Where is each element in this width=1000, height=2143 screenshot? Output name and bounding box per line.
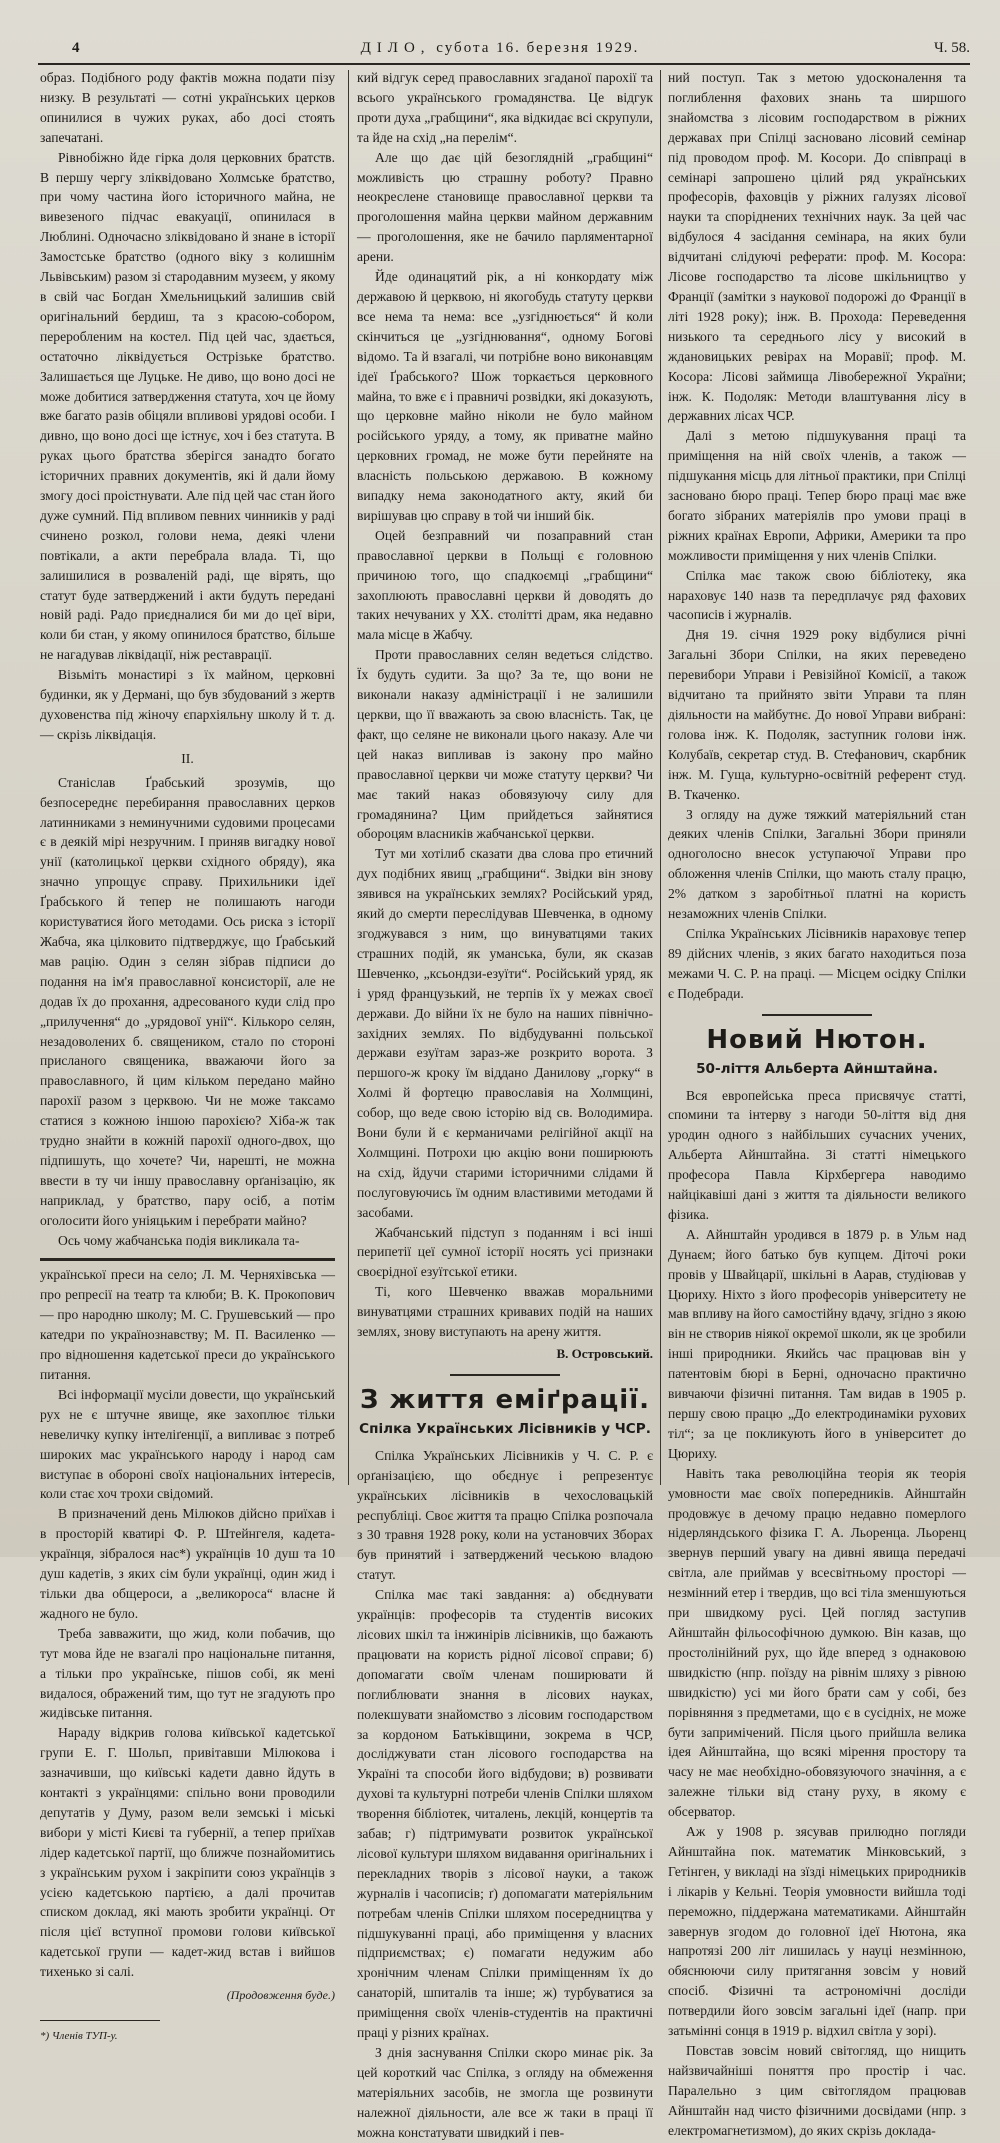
article-separator [762, 1014, 872, 1016]
paragraph: ний поступ. Так з метою удосконалення та поглиблення фахових знань та ширшого знайомства з лісовим господарством в ріжних державах при Спілці засновано лісовий семінар під проводом проф. М. Косори. До співпраці в семінарі запрошено цілий ряд українських професорів, фаховців у ріжних галузях лісової науки та споріднених технічних наук. За цей час відбулося 4 засідання семінара, на яких були відчитані слідуючі реферати: проф. М. Косора: Лісове господарство та лісове шкільництво у Франції (замітки з наукової подорожі до Франції в літі 1928 року); інж. В. Прохода: Переведення низького та середнього лісу у високий в ждановицьких ревірах на Моравії; проф. М. Косора: Лісові займища Лівобережної України; інж. К. Подоляк: Методи влаштування лісу в державних лісах ЧСР. [668, 70, 966, 424]
newton-subheadline: 50-ліття Альберта Айнштайна. [696, 1060, 938, 1077]
paragraph: З днія заснування Спілки скоро минає рік. За цей короткий час Спілка, з огляду на обмеження матеріяльних засобів, не змогла ще розвинути належної діяльности, але все ж таки в праці її можна констатувати швидкий і пев- [357, 2045, 653, 2140]
section-number: II. [181, 750, 194, 766]
paragraph: Повстав зовсім новий світогляд, що нищить найзвичайніші поняття про простір і час. Паралельно з цим світоглядом працював Айнштайн над чисто фізичними досвідами (нпр. з електромагнетизмом), до яких скрізь доклада- [668, 2043, 966, 2138]
paragraph: Ось чому жабчанська подія викликала та- [58, 1232, 300, 1248]
masthead-line [30, 40, 970, 57]
paragraph: А. Айнштайн уродився в 1879 р. в Ульм над Дунаєм; його батько був купцем. Діточі роки провів у Швайцарії, шкільні в Аарав, студіював у Цюриху. Ніхто з його професорів університету не мав впливу на його самостійну вдачу, згідно з якою він не створив ніякої окремої школи, як це зробили інші природники. Якийсь час працював він у патентовім бюрі в Берні, одночасно практично вивчаючи фізичні питання. Там видав в 1905 р. першу свою працю „До електродинаміки рухових тіл“; за це покликують його в університет до Цюриху. [668, 1226, 966, 1461]
paragraph: Рівнобіжно йде гірка доля церковних братств. В першу чергу зліквідовано Холмське братство, при чому частина його історичного майна, не вивезеного підчас евакуації, опинилася в Люблині. Одночасно зліквідовано й знане в історії Замостське братство (одного віку з колишнім Львівським) разом зі стародавним музеєм, у якому в свій час Богдан Хмельницький залишив свій оригінальний бердиш, та з красою-собором, переробленим на костел. Під цей час, здається, остаточно ліквідується Острізьке братство. Залишається ще Луцьке. Не диво, що воно досі не може добитися затвердження статута, хоч це йому вже багато разів обіцяли впливові урядові особи. І дивно, що воно досі ще істнує, хоч і без статута. В руках цього братства зберігся занадто богато історичних правних документів, які й дали йому змогу досі проістнувати. Але під цей час стан його дуже сумний. Під впливом певних чинників у раді счинено розкол, голови нема, деякі члени повтікали, а акти перебрала влада. Ті, що залишилися в розваленій раді, ще вірять, що статут буде затверджений і акти будуть передані новій раді. Радо приєдналися би ми до цеї віри, коли би стан, у якому опинилося братство, більше не нагадував ліквідації, ніж реставрації. [40, 149, 335, 663]
paragraph: Навіть така революційна теорія як теорія умовности має своїх попередників. Айнштайн продовжує в дечому працю недавно померлого нідерляндського фізика Г. А. Льоренца. Льоренц звернув перший увагу на дивні явища передачі світла, але приймав у всесвітньому просторі — незмінний етер і твердив, що всі тіла зменшуються при швидкому русі. Цей погляд заступив Айнштайн фільософічною думкою. Він казав, що простолінійний рух, що йде вперед з однаковою швидкістю (нпр. поїзду на рівнім шляху з рівною швидкістю) усі ми його брати сам у собі, без порівняння з предметами, що є в сусідніх, не може бути запримічений. Після цього прийшла велика ідея Айнштайна, що всякі мірення простору та часу не має необхідно-обовязуючого значіння, а є залежне тільки від стану руху, в якому є обсерватор. [668, 1465, 966, 1820]
paragraph: Станіслав Ґрабський зрозумів, що безпосереднє перебирання православних церков латинниками з неминучними судовими процесами є в деякій мірі незручним. І приняв вигадку нової унії (католицької церкви східного обряду), яка значно упрощує справу. Прихильники ідеї Ґрабського й тепер не полишають нагоди користуватися його методами. Ось риска з історії Жабча, яка цілковито підтверджує, що Ґрабський мав рацію. Один з селян зібрав підписи до подання на ім'я православної консисторії, але не додав їх до прохання, адресованого куди слід про „прилучення“ до „урядової унії“. Кількоро селян, незадоволених б. священиком, стало по стороні присланого священика, вважаючи його за православного, й цим кільком передано майно парохії разом з церквою. Чи не може таксамо статися з кожною іншою парохією? Хіба-ж так трудно знайти в кожній парохії одного-двох, що підпишуть, що хочете? Чи, нарешті, не можна ввести в ту чи іншу православну орґанізацію, як наприклад, у братство, пару осіб, а потім оголосити його уніяцьким і перебрати майно? [40, 774, 335, 1228]
paragraph: Нараду відкрив голова київської кадетської групи Е. Г. Шольп, привітавши Мілюкова і зазначивши, що київські кадети давно йдуть в контакті з українцями: спільно вони проводили депутатів у Думу, разом вели земські і міські вибори у місті Києві та губернії, а тепер приїхав лідер кадетської партії, що ближче познайомитись з українським рухом і закріпити союз українців з усією кадетською партією, а далі прочитав списком доклад, які мають зробити українці. От після цієї вступної промови голови київської кадетської групи — кадет-жид встав і вийшов тихенько зі салі. [40, 1725, 335, 1980]
paragraph: Далі з метою підшукування праці та приміщення на ній своїх членів, а також — підшукання місць для літньої практики, при Спілці засновано бюро праці. Тепер бюро праці має вже богато зібраних матеріялів про умови праці в ріжних країнах Европи, Африки, Америки та про можливости приміщення у них членів Спілки. [668, 428, 966, 563]
paragraph: З огляду на дуже тяжкий матеріяльний стан деяких членів Спілки, Загальні Збори приняли одноголосно внесок уступаючої Управи про обложення членів Спілки, що мають сталу працю, 2% датком з заробітньої платні на користь незаможних членів Спілки. [668, 806, 966, 922]
newton-headline: Новий Нютон. [706, 1024, 928, 1055]
paragraph: Спілка Українських Лісівників нараховує тепер 89 дійсних членів, з яких багато находиться поза межами Ч. С. Р. на праці. — Місцем осідку Спілки є Подебради. [668, 925, 966, 1001]
newspaper-title: ДІЛО, [360, 40, 431, 56]
paragraph: образ. Подібного роду фактів можна подати пізу низку. В результаті — сотні українських церков опинилися в чужих руках, або досі стоять запечатані. [40, 70, 335, 145]
paragraph: Візьміть монастирі з їх майном, церковні будинки, як у Дермані, що був збудований з жертв духовенства під жіночу єпархіяльну школу й т. д. — скрізь ліквідація. [40, 667, 335, 742]
emigration-subheadline: Спілка Українських Лісівників у ЧСР. [359, 1420, 651, 1437]
footnote-rule [40, 2020, 160, 2021]
column-1 [40, 68, 335, 2042]
paragraph: Вся европейська преса присвячує статті, спомини та інтерву з нагоди 50-ліття від дня уродин одного з найбільших сучасних учених, Альберта Айнштайна. Зі статті німецького професора Павла Кірхбергера наводимо найцікавіші дані з життя та діяльности великого фізика. [668, 1087, 966, 1222]
continued-note: (Продовження буде.) [226, 1988, 335, 2003]
paragraph: Йде одинацятий рік, а ні конкордату між державою й церквою, ні якогобудь статуту церкви все нема та нема: все „узгіднюється“ й коли скінчиться це „узгіднювання“, одному Богові відомо. Та й взагалі, чи потрібне воно виконавцям ідеї Ґрабського? Шож торкається церковного майна, то вже є і правничі розвідки, які доказують, що церковне майно ніколи не було майном російського уряду, а тому, як приватне майно церковних громад, не може бути перейняте на власність польською державою. В кожному випадку нема законодатного акту, який би вирішував цю справу в той чи інший бік. [357, 269, 653, 523]
emigration-headline: З життя еміґрації. [359, 1384, 650, 1415]
paragraph: Треба завважити, що жид, коли побачив, що тут мова йде не взагалі про національне питання, а тільки про українське, пішов собі, як мені видалося, ображений тим, що тут не згадують про жидівське питання. [40, 1625, 335, 1721]
column-3 [668, 68, 966, 2138]
article-separator [40, 1258, 335, 1261]
paragraph: Але що дає цій безоглядній „грабщині“ можливість цю страшну роботу? Правно неокреслене становище православної церкви та проголошення майна церкви майном державним — проголошення, яке не бачило парляментарної арени. [357, 149, 653, 265]
paragraph: Жабчанський підступ з поданням і всі інші перипетії цеї сумної історії носять усі признаки своєрідної езуїтської етики. [357, 1224, 653, 1280]
paragraph: Спілка Українських Лісівників у Ч. С. Р. є орґанізацією, що обєднує і репрезентує українських лісівників в чехословацькій республіці. Своє життя та працю Спілка розпочала з 30 травня 1928 року, коли на установчих Зборах був принятий і затверджений чеською владою статут. [357, 1447, 653, 1583]
page-header [30, 38, 970, 66]
header-rule [38, 63, 970, 65]
article-separator [450, 1374, 560, 1376]
paragraph: Тут ми хотілиб сказати два слова про етичний дух подібних явищ „грабщини“. Звідки він знову зявився на українських землях? Російський уряд, який до смерти переслідував Шевченка, в одному згоджувався з ним, що винуватцями таких страшних подій, як уманська, були, як сказав Шевченко, „ксьондзи-езуїти“. Російський уряд, як і уряд французький, не терпів їх у межах своєї держави. До війни їх не було на наших північно-західних землях. По відбудуванні польської держави езуїтам зараз-же розкрито ворота. З першого-ж кроку їм віддано Данилову „горку“ в Холмі й фортецю православія на Холмщині, собор, що веде свою історію від св. Володимира. Вони були й є керманичами релігійної акції на Холмщині. Потрохи цю акцію вони поширюють на схід, йдучи старими історичними слідами й послуговуючись їм одним властивими методами й засобами. [357, 846, 653, 1220]
footnote: *) Членів ТУП-у. [40, 2030, 118, 2042]
issue-number: Ч. 58. [934, 40, 970, 56]
column-2 [357, 68, 653, 2140]
paragraph: Всі інформації мусіли довести, що український рух не є штучне явище, яке захоплює тільки невеличку купку інтеліґенції, а випливає з потреб широких мас українського народу і народ сам виступає в обороні своїх національних інтересів, коли стає хоч трохи свідомий. [40, 1386, 335, 1502]
paragraph: Аж у 1908 р. зясував прилюдно погляди Айнштайна пок. математик Мінковський, з Гетінген, у викладі на зїзді німецьких природників і лікарів у Кельні. Теорія умовности вийшла тоді переможно, піддержана математиками. Айнштайн завернув згодом до головної ідеї Нютона, яка напротязі 200 літ лишилась у науці незмінною, обяснюючи силу притягання зовсім у новий спосіб. Фізичні та астрономічні досліди потвердили його зовсім загальні ідеї (напр. при затьмінні сонця в 1919 р. відхил світла у зорі). [668, 1824, 966, 2039]
paragraph: Дня 19. січня 1929 року відбулися річні Загальні Збори Спілки, на яких переведено перевибори Управи і Ревізійної Комісії, а також відчитано та прийнято звіти Управи та плян діяльности на майбутнє. До нової Управи вибрані: голова інж. К. Подоляк, заступник голови інж. Колубаїв, секретар студ. В. Стефанович, скарбник інж. М. Гуща, культурно-освітній референт студ. В. Ткаченко. [668, 627, 966, 802]
page-number: 4 [72, 40, 80, 56]
paragraph: кий відгук серед православних згаданої парохії та всього українського громадянства. Це відгук проти духа „грабщини“, яка відкидає всі скрупули, та йде на схід „на перелім“. [357, 70, 653, 145]
paragraph: Спілка має такі завдання: а) обєднувати українців: професорів та студентів високих лісових шкіл та інжинірів лісівників, що бажають працювати на користь рідної лісової справи; б) допомагати своїм членам поширювати й поглиблювати знання в лісових науках, полекшувати знайомство з лісовим господарством за кордоном Батьківщини, зокрема в ЧСР, досліджувати стан лісового господарства на Україні та способи його відбудови; в) розвивати духові та культурні потреби членів Спілки шляхом творення бібліотек, читалень, лекцій, концертів та забав; г) підтримувати розвиток української лісової культури шляхом видавання оригінальних і перекладних творів з лісової науки, а також журналів і часописів; ґ) допомагати матеріяльним потребам членів Спілки шляхом посередництва у підшукуванні праці, або приміщення у власних підприємствах; є) помагати недужим або хронічним членам Спілки приміщенням їх до санаторій, шпиталів та інше; ж) турбуватися за приміщення своїх членів-студентів на практичні праці у різних країнах. [357, 1587, 653, 2041]
paragraph: В призначений день Мілюков дійсно приїхав і в просторій кватирі Ф. Р. Штейнгеля, кадета-українця, зібралося нас*) українців 10 душ та 10 душ кадетів, з яких сім були українці, один жид і тільки два общероси, а „великороса“ власне й жадного не було. [40, 1506, 335, 1621]
author-signature: В. Островський. [556, 1346, 653, 1361]
column-divider [660, 70, 661, 1485]
issue-date: субота 16. березня 1929. [436, 40, 640, 56]
paragraph: української преси на село; Л. М. Черняхівська — про репресії на театр та клюби; В. К. Прокопович — про народню школу; М. С. Грушевський — про катедри по українознавству; М. П. Василенко — про відношення кадетської преси до українського питання. [40, 1267, 335, 1382]
paragraph: Проти православних селян ведеться слідство. Їх будуть судити. За що? За те, що вони не виконали наказу адміністрації і не залишили церкви, що її вважають за свою власність. Так, це факт, що селяне не виконали цього наказу. Але чи цей наказ випливав із закону про майно православної церкви чи може статуту церкви? Чи має такий наказ обовязуючу силу для громадянина? Цим прийдеться зайнятися обороцям власників жабчанської церкви. [357, 647, 653, 842]
paragraph: Ті, кого Шевченко вважав моральними винуватцями страшних кривавих подій на наших землях, знову виступають на арену життя. [357, 1284, 653, 1340]
paragraph: Спілка має також свою бібліотеку, яка нараховує 140 назв та передплачує ряд фахових часописів і журналів. [668, 567, 966, 623]
column-divider [348, 70, 349, 1485]
paragraph: Оцей безправний чи позаправний стан православної церкви в Польщі є головною причиною того, що спадкоємці „грабщини“ захоплюють православні церкви й доводять до таких нечуваних у ХХ. столітті драм, яка недавно мала місце в Жабчу. [357, 527, 653, 643]
